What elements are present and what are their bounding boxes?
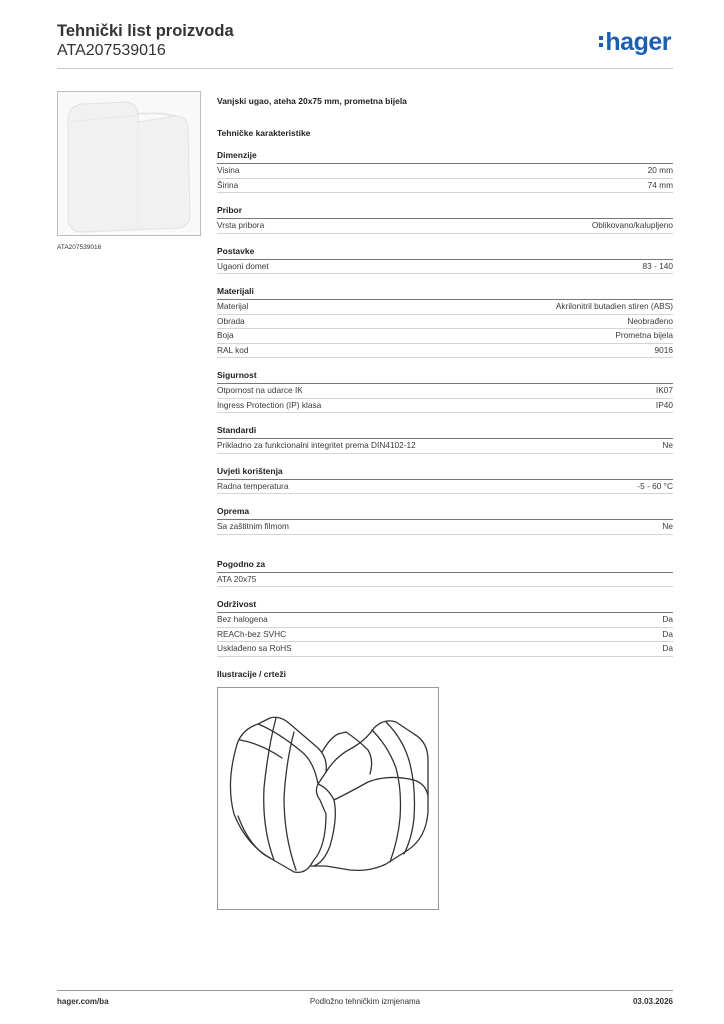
spec-label: REACh-bez SVHC — [217, 628, 287, 639]
logo-text: hager — [605, 28, 671, 56]
spec-value: IP40 — [655, 399, 673, 410]
tech-characteristics-heading: Tehničke karakteristike — [217, 128, 311, 138]
product-image-caption: ATA207539016 — [57, 244, 102, 251]
corner-drawing-icon — [218, 688, 438, 909]
spec-label: Materijal — [217, 301, 249, 311]
spec-value: IK07 — [655, 385, 673, 395]
header-divider — [57, 68, 673, 69]
document-title: Tehnički list proizvoda — [57, 22, 234, 40]
spec-row — [217, 384, 673, 399]
spec-section — [217, 286, 673, 358]
spec-label: RAL kod — [217, 344, 249, 355]
spec-section — [217, 506, 673, 535]
spec-label: Ingress Protection (IP) klasa — [217, 399, 322, 410]
spec-value: Da — [662, 614, 673, 624]
illustrations-heading: Ilustracije / crteži — [217, 668, 286, 679]
spec-row — [217, 399, 673, 414]
spec-section — [217, 425, 673, 454]
spec-row — [217, 219, 673, 234]
spec-value: Da — [662, 643, 673, 653]
hager-logo — [599, 28, 671, 57]
spec-sections — [217, 150, 673, 535]
section-title: Održivost — [217, 599, 673, 613]
spec-label: Vrsta pribora — [217, 220, 265, 230]
spec-row — [217, 179, 673, 194]
spec-row — [217, 439, 673, 454]
spec-section — [217, 599, 673, 657]
spec-row — [217, 573, 673, 588]
section-title: Standardi — [217, 425, 673, 439]
document-header — [57, 22, 673, 68]
spec-label: Radna temperatura — [217, 480, 289, 491]
section-title: Oprema — [217, 506, 673, 520]
section-title: Postavke — [217, 246, 673, 260]
spec-section — [217, 150, 673, 193]
section-title: Dimenzije — [217, 150, 673, 164]
spec-section — [217, 559, 673, 588]
technical-drawing — [217, 687, 439, 910]
spec-section — [217, 205, 673, 234]
spec-row — [217, 260, 673, 275]
spec-row — [217, 642, 673, 657]
spec-row — [217, 329, 673, 344]
spec-value: Neobrađeno — [627, 315, 673, 326]
spec-row — [217, 300, 673, 315]
spec-value: Ne — [662, 521, 673, 531]
spec-label: Usklađeno sa RoHS — [217, 643, 292, 653]
spec-label: Bez halogena — [217, 614, 268, 624]
spec-label: Širina — [217, 179, 239, 190]
spec-row — [217, 315, 673, 330]
spec-value: 20 mm — [647, 165, 673, 175]
section-title: Uvjeti korištenja — [217, 466, 673, 480]
product-photo-icon — [58, 92, 201, 236]
spec-label: Otpornost na udarce IK — [217, 385, 303, 395]
footer-website-link[interactable]: hager.com/ba — [57, 997, 109, 1006]
spec-section — [217, 246, 673, 275]
spec-content — [217, 96, 673, 910]
spec-row — [217, 520, 673, 535]
footer-disclaimer: Podložno tehničkim izmjenama — [309, 997, 421, 1006]
spec-label: Obrada — [217, 315, 245, 326]
spec-label: Prikladno za funkcionalni integritet prema DIN4102-12 — [217, 440, 416, 450]
spec-label: Visina — [217, 165, 240, 175]
footer-date: 03.03.2026 — [632, 997, 673, 1006]
spec-row — [217, 480, 673, 495]
spec-section — [217, 370, 673, 413]
section-title: Pogodno za — [217, 559, 673, 573]
spec-value: 74 mm — [647, 179, 673, 190]
spec-label: Sa zaštitnim filmom — [217, 521, 289, 531]
spec-value: Akrilonitril butadien stiren (ABS) — [555, 301, 673, 311]
spec-row — [217, 164, 673, 179]
footer-divider — [57, 990, 673, 991]
section-title: Sigurnost — [217, 370, 673, 384]
product-image — [57, 91, 201, 236]
spec-section — [217, 466, 673, 495]
spec-row — [217, 628, 673, 643]
product-name: Vanjski ugao, ateha 20x75 mm, prometna bijela — [217, 96, 407, 106]
section-title: Materijali — [217, 286, 673, 300]
spec-value: Oblikovano/kalupljeno — [591, 220, 673, 230]
spec-value: Prometna bijela — [615, 330, 673, 340]
logo-dots-icon — [599, 35, 603, 49]
spec-row — [217, 344, 673, 359]
section-title: Pribor — [217, 205, 673, 219]
spec-value: Da — [662, 628, 673, 639]
spec-label: Ugaoni domet — [217, 260, 269, 271]
spec-value: -5 - 60 °C — [637, 480, 673, 491]
spec-value: Ne — [662, 440, 673, 450]
spec-label: ATA 20x75 — [217, 573, 257, 584]
spec-value: 9016 — [654, 344, 673, 355]
spec-label: Boja — [217, 330, 234, 340]
spec-sections-extra — [217, 559, 673, 657]
spec-value: 83 - 140 — [642, 260, 673, 271]
document-subtitle: ATA207539016 — [57, 42, 166, 59]
spec-row — [217, 613, 673, 628]
